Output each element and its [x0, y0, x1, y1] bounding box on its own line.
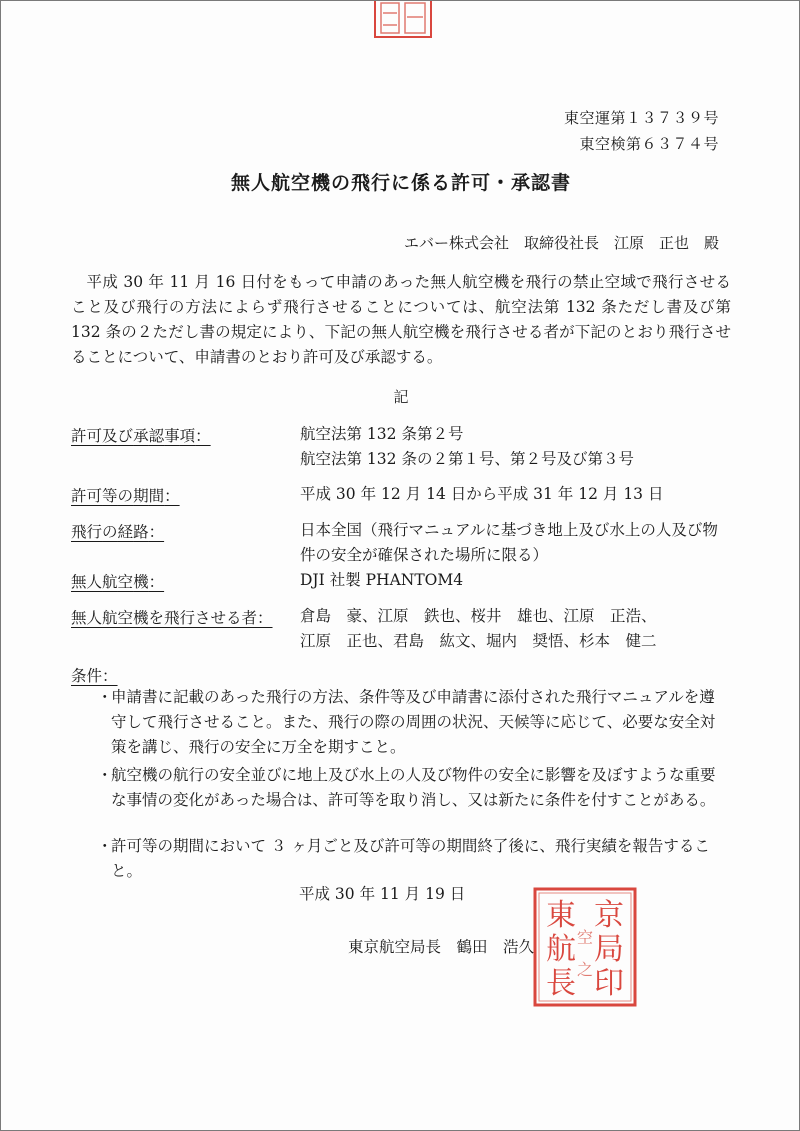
item-line: 航空法第 132 条第２号 — [300, 425, 464, 443]
item-value-aircraft — [300, 568, 740, 593]
conditions-label: 条件： — [71, 667, 118, 685]
item-line: 航空法第 132 条の２第１号、第２号及び第３号 — [300, 450, 634, 468]
condition-text: 許可等の期間において ３ ヶ月ごと及び許可等の期間終了後に、飛行実績を報告すること。 — [111, 837, 710, 880]
item-label-permission-matters: 許可及び承認事項： — [71, 427, 211, 445]
body-paragraph: 平成 30 年 11 月 16 日付をもって申請のあった無人航空機を飛行の禁止空域で飛行させること及び飛行の方法によらず飛行させることについては、航空法第 132 条ただし書及び第 132 条の２ただし書の規定により、下記の無人航空機を飛行させる者が下記のとおり飛行させることについて、申請書のとおり許可及び承認する。 — [71, 273, 731, 366]
reference-number-inspection: 東空検第６３７４号 — [579, 135, 719, 153]
bullet: ・ — [97, 688, 113, 706]
condition-text: 申請書に記載のあった飛行の方法、条件等及び申請書に添付された飛行マニュアルを遵守して飛行させること。また、飛行の際の周囲の状況、天候等に応じて、必要な安全対策を講じ、飛行の安全に万全を期すこと。 — [111, 688, 716, 756]
item-label-aircraft: 無人航空機： — [71, 573, 165, 591]
official-seal-icon — [529, 883, 641, 1011]
bullet: ・ — [97, 837, 113, 855]
condition-item — [97, 834, 723, 884]
svg-text:局: 局 — [594, 932, 624, 967]
item-line: 江原 正也、君島 紘文、堀内 奨悟、杉本 健二 — [300, 632, 657, 650]
item-line: 平成 30 年 12 月 14 日から平成 31 年 12 月 13 日 — [300, 485, 664, 503]
ki-heading: 記 — [393, 388, 409, 406]
item-label-route: 飛行の経路： — [71, 523, 165, 541]
condition-item — [97, 763, 723, 813]
item-value-operators — [300, 604, 740, 654]
condition-item — [97, 685, 723, 760]
item-label-operators: 無人航空機を飛行させる者： — [71, 609, 273, 627]
item-line: DJI 社製 PHANTOM4 — [300, 571, 464, 589]
svg-text:空: 空 — [576, 928, 594, 947]
document-title: 無人航空機の飛行に係る許可・承認書 — [230, 172, 571, 194]
svg-text:長: 長 — [546, 966, 576, 1001]
signer: 東京航空局長 鶴田 浩久 — [348, 938, 535, 956]
svg-text:之: 之 — [576, 960, 594, 979]
condition-text: 航空機の航行の安全並びに地上及び水上の人及び物件の安全に影響を及ぼすような重要な事情の変化があった場合は、許可等を取り消し、又は新たに条件を付すことがある。 — [111, 766, 716, 809]
top-seal-stamp-icon — [371, 1, 435, 41]
item-value-route — [300, 518, 730, 568]
item-value-permission-matters — [300, 422, 740, 472]
item-label-period: 許可等の期間： — [71, 487, 180, 505]
bullet: ・ — [97, 766, 113, 784]
item-value-period — [300, 482, 740, 507]
item-line: 倉島 豪、江原 鉄也、桜井 雄也、江原 正浩、 — [300, 607, 657, 625]
issue-date: 平成 30 年 11 月 19 日 — [299, 885, 466, 903]
svg-text:航: 航 — [546, 932, 576, 967]
svg-text:京: 京 — [594, 898, 624, 933]
addressee: エバー株式会社 取締役社長 江原 正也 殿 — [403, 234, 719, 252]
svg-text:印: 印 — [594, 966, 624, 1001]
item-line: 日本全国（飛行マニュアルに基づき地上及び水上の人及び物件の安全が確保された場所に限る） — [300, 521, 718, 564]
reference-number-operation: 東空運第１３７３９号 — [563, 109, 719, 127]
svg-text:東: 東 — [546, 898, 576, 933]
